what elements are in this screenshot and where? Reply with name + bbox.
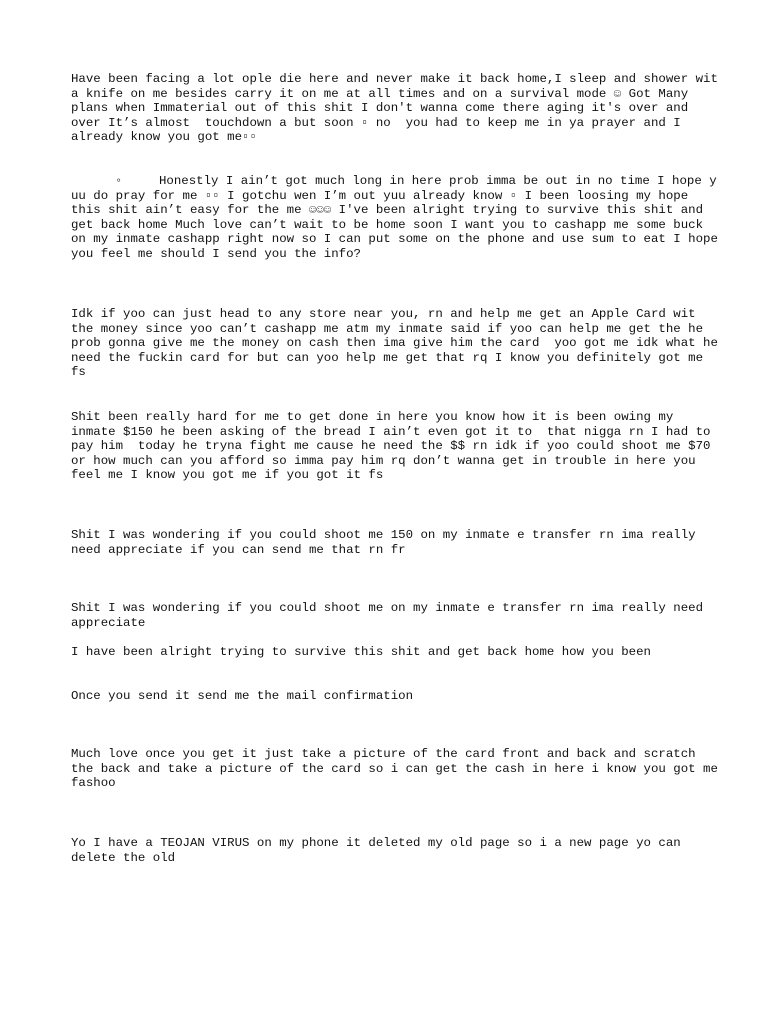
paragraph-3: Idk if yoo can just head to any store near you, rn and help me get an Apple Card wit the money since yoo can’t cashapp me atm my inmate said if yoo can help me get the he prob gonna give me the money on cash then ima give him the card yoo got me idk what he need the fuckin card for but can yoo help me get that rq I know you definitely got me fs (71, 307, 726, 380)
paragraph-10: Yo I have a TEOJAN VIRUS on my phone it deleted my old page so i a new page yo can delete the old (71, 836, 689, 865)
paragraph-1: Have been facing a lot ople die here and never make it back home,I sleep and shower wit a knife on me besides carry it on me at all times and on a survival mode ☺ Got Many plans when Immaterial out of this shit I don't wanna come there aging it's over and over It’s almost touchdown a but soon ▫ no you had to keep me in ya prayer and I already know you got me▫▫ (71, 72, 726, 145)
paragraph-5: Shit I was wondering if you could shoot me 150 on my inmate e transfer rn ima really need appreciate if you can send me that rn fr (71, 528, 704, 557)
paragraph-4: Shit been really hard for me to get done in here you know how it is been owing my inmate $150 he been asking of the bread I ain’t even got it to that nigga rn I had to pay him today he tryna fight me cause he need the $$ rn idk if yoo could shoot me $70 or how much can you afford so imma pay him rq don’t wanna get in trouble in here you feel me I know you got me if you got it fs (71, 410, 718, 483)
paragraph-6: Shit I was wondering if you could shoot me on my inmate e transfer rn ima really need appreciate (71, 601, 711, 630)
paragraph-2: Honestly I ain’t got much long in here prob imma be out in no time I hope y uu do pray for me ▫▫ I gotchu wen I’m out yuu already know ▫ I been loosing my hope this shit ain’t easy for the me ☺☺☺ I've been alright trying to survive this shit and get back home Much love can’t wait to be home soon I want you to cashapp me some buck on my inmate cashapp right now so I can put some on the phone and use sum to eat I hope you feel me should I send you the info? (71, 174, 726, 261)
paragraph-2-bulleted (71, 174, 726, 262)
bullet-marker: ◦ (115, 174, 123, 188)
paragraph-7: I have been alright trying to survive this shit and get back home how you been (71, 645, 651, 659)
paragraph-8: Once you send it send me the mail confirmation (71, 689, 414, 703)
paragraph-9: Much love once you get it just take a picture of the card front and back and scratch the back and take a picture of the card so i can get the cash in here i know you got me fashoo (71, 747, 726, 791)
